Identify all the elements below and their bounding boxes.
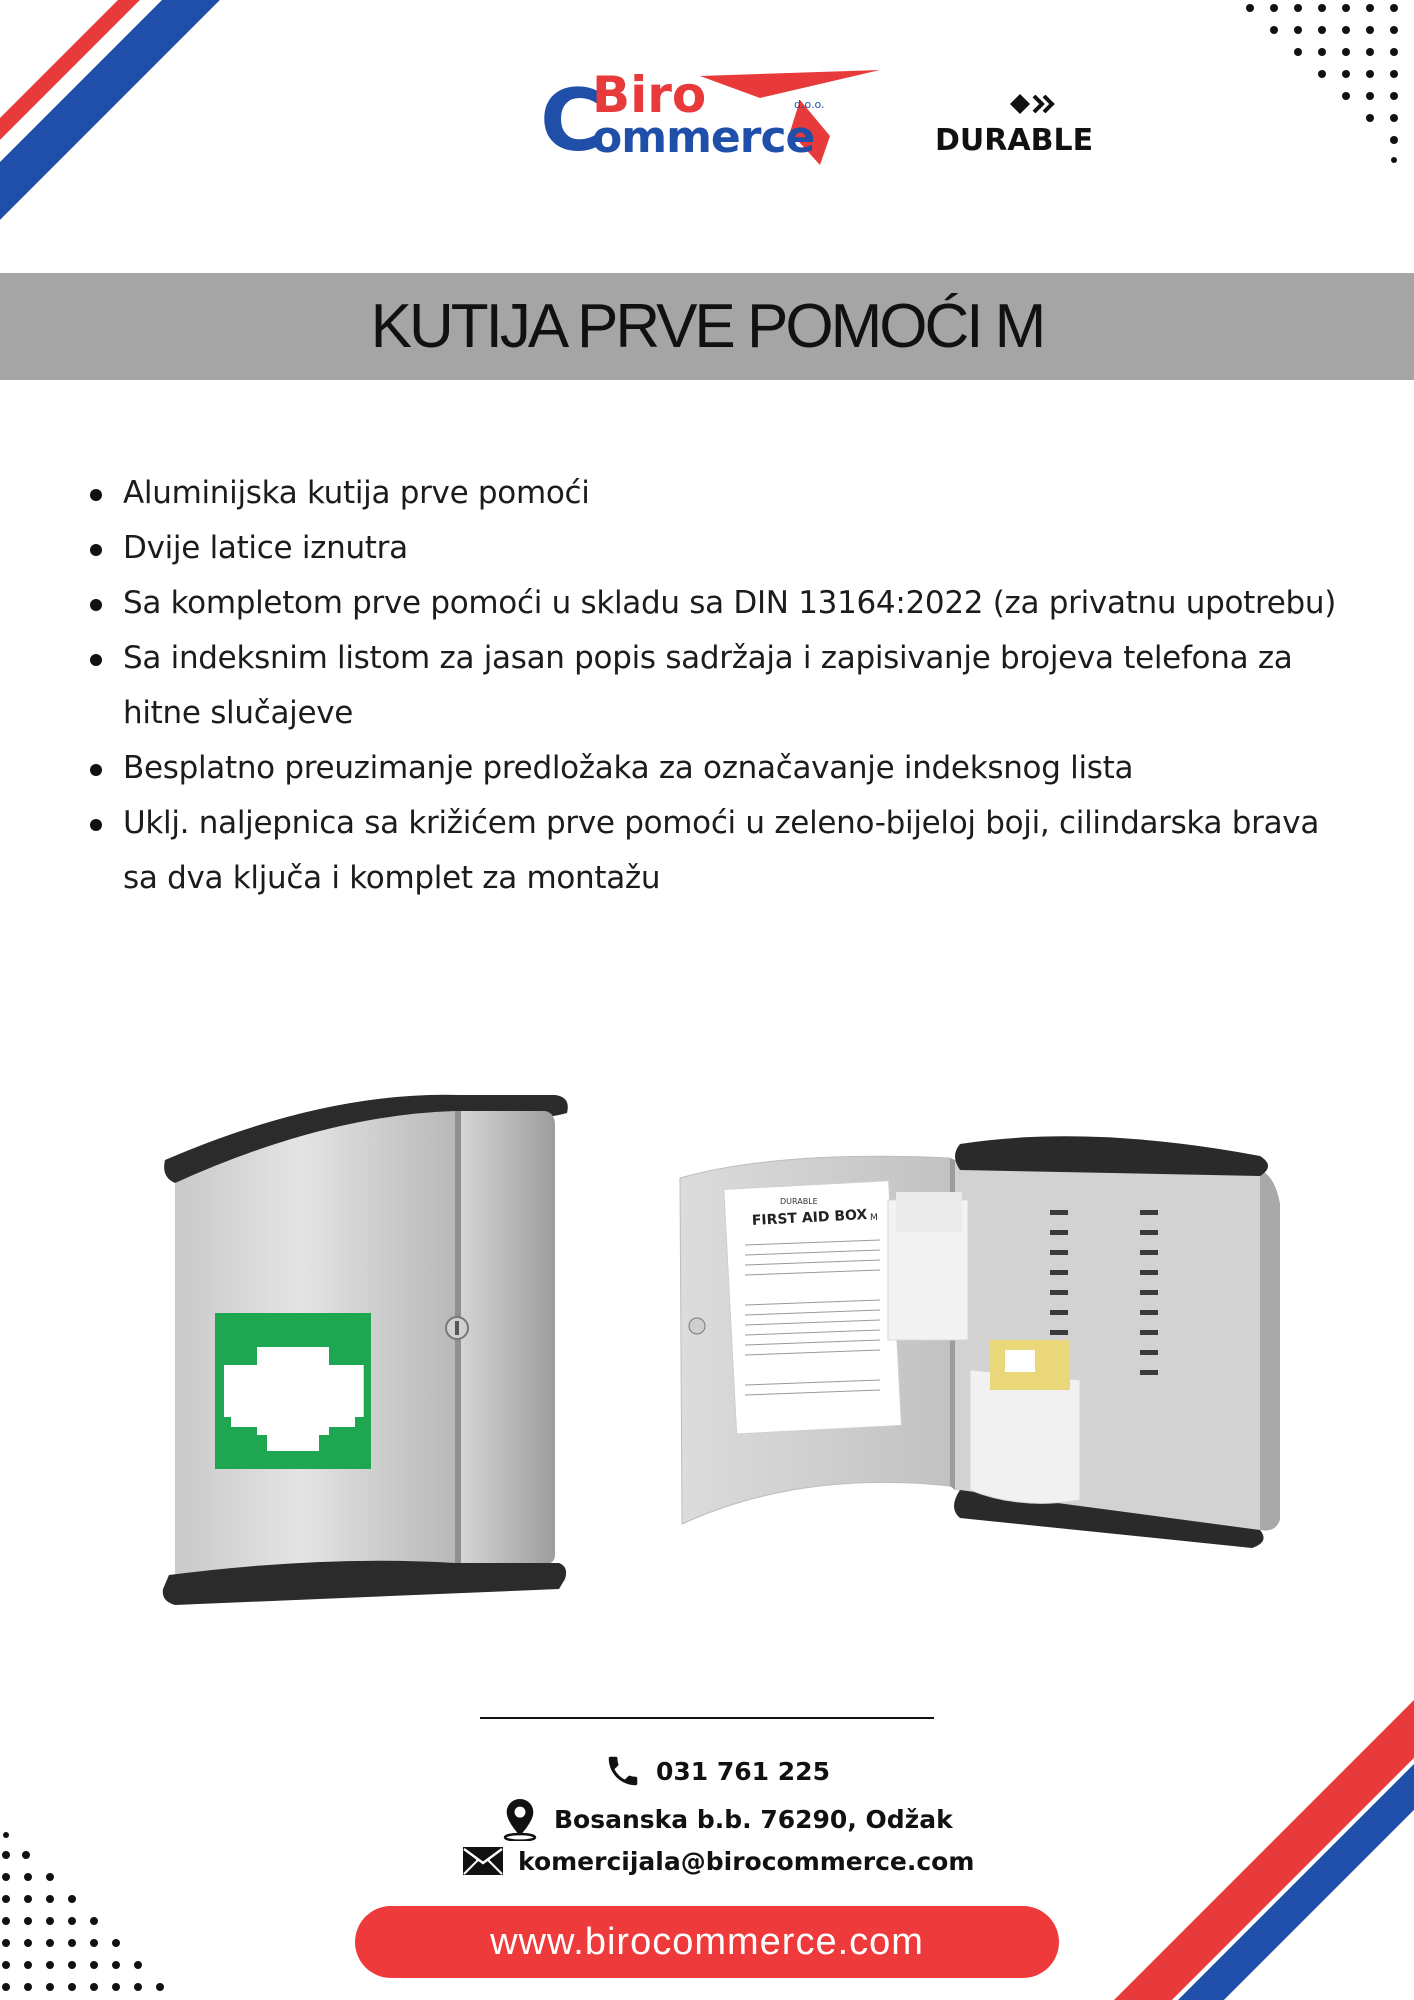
address-text: Bosanska b.b. 76290, Odžak — [554, 1804, 953, 1834]
dot-pattern-bottom-left — [0, 1825, 180, 2000]
product-image-closed-box — [155, 1085, 575, 1610]
stripes-bottom-right — [1114, 1700, 1414, 2000]
bullet-icon — [90, 599, 102, 611]
birocommerce-logo — [530, 40, 890, 180]
svg-text:C: C — [540, 71, 604, 171]
dot-pattern-top-right — [1230, 0, 1414, 180]
website-link[interactable]: www.birocommerce.com — [355, 1906, 1059, 1978]
durable-brand-text: DURABLE — [935, 123, 1094, 158]
phone-icon — [604, 1752, 642, 1790]
email-link[interactable]: komercijala@birocommerce.com — [518, 1846, 975, 1876]
card-title-text: FIRST AID BOX — [751, 1207, 868, 1230]
logo-commerce-text: ommerce — [592, 112, 815, 163]
feature-item: Besplatno preuzimanje predložaka za označavanje indeksnog lista — [88, 741, 1348, 796]
bullet-icon — [90, 489, 102, 501]
card-brand-text: DURABLE — [780, 1197, 818, 1206]
product-image-open-box — [660, 1130, 1280, 1570]
envelope-icon — [462, 1846, 504, 1876]
bullet-icon — [90, 764, 102, 776]
card-size-text: M — [870, 1213, 878, 1223]
feature-item: Dvije latice iznutra — [88, 521, 1348, 576]
page-title: KUTIJA PRVE POMOĆI M — [370, 292, 1044, 361]
durable-logo — [930, 84, 1150, 174]
feature-item: Sa kompletom prve pomoći u skladu sa DIN 13164:2022 (za privatnu upotrebu) — [88, 576, 1348, 631]
feature-item: Sa indeksnim listom za jasan popis sadržaja i zapisivanje brojeva telefona za hitne slučajeve — [88, 631, 1348, 741]
logo-doo-text: d.o.o. — [794, 98, 825, 111]
phone-text[interactable]: 031 761 225 — [656, 1756, 830, 1786]
contact-email — [462, 1846, 974, 1876]
location-pin-icon — [500, 1797, 540, 1841]
bullet-icon — [90, 544, 102, 556]
feature-list — [88, 466, 1348, 906]
header-logos — [530, 40, 1150, 180]
feature-item: Aluminijska kutija prve pomoći — [88, 466, 1348, 521]
stripes-top-left — [0, 0, 300, 300]
bullet-icon — [90, 819, 102, 831]
contact-phone — [604, 1752, 830, 1790]
contact-address — [500, 1797, 953, 1841]
logo-biro-text: Biro — [592, 66, 707, 124]
feature-item: Uklj. naljepnica sa križićem prve pomoći u zeleno-bijeloj boji, cilindarska brava sa dva ključa i komplet za montažu — [88, 796, 1348, 906]
bullet-icon — [90, 654, 102, 666]
contact-divider — [480, 1717, 934, 1719]
